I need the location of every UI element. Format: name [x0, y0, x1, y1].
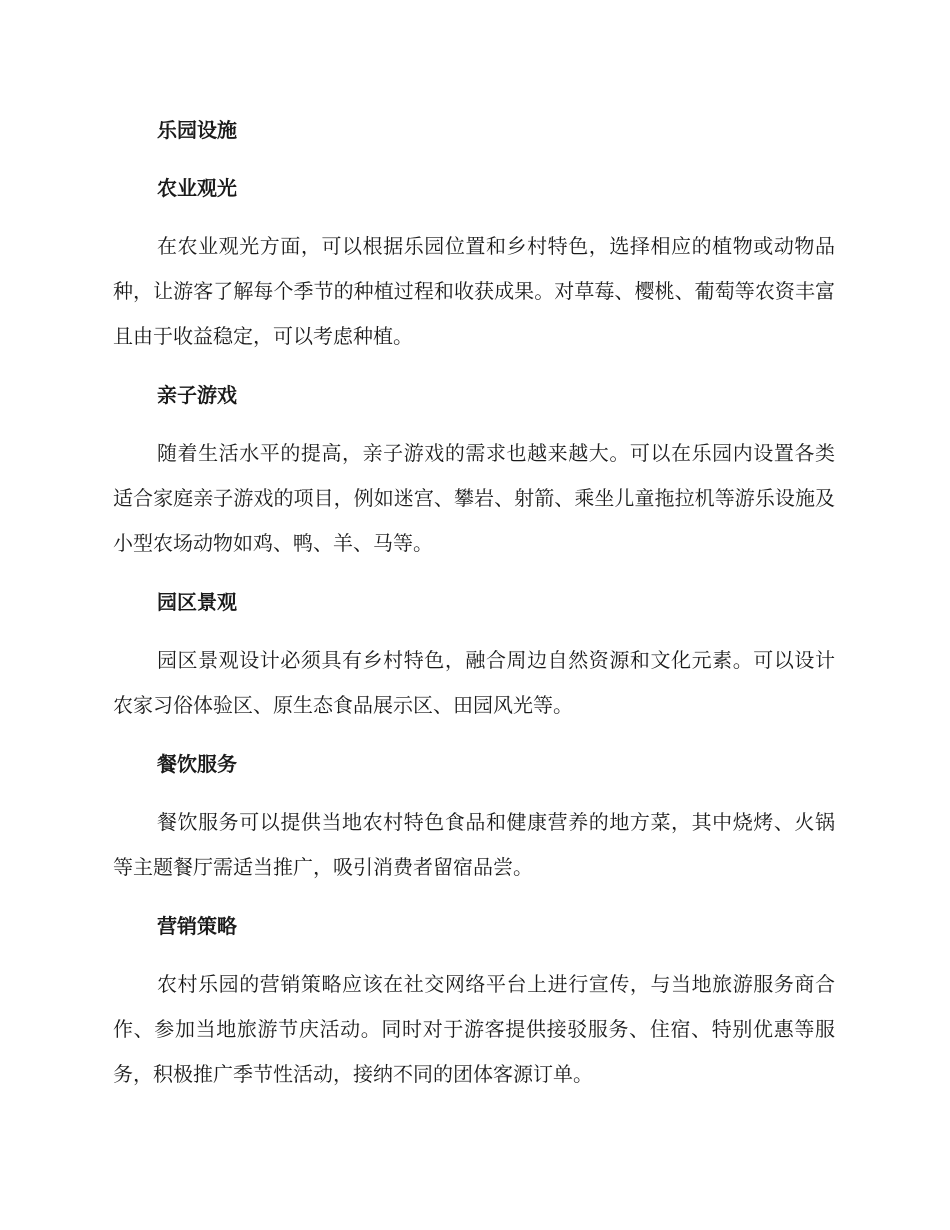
section-heading-family-games: 亲子游戏	[157, 383, 237, 407]
section-heading-landscape: 园区景观	[157, 590, 237, 614]
section-heading-marketing: 营销策略	[157, 914, 237, 938]
paragraph-family-games: 随着生活水平的提高，亲子游戏的需求也越来越大。可以在乐园内设置各类适合家庭亲子游戏的项目，例如迷宫、攀岩、射箭、乘坐儿童拖拉机等游乐设施及小型农场动物如鸡、鸭、羊、马等。	[113, 441, 835, 555]
paragraph-marketing: 农村乐园的营销策略应该在社交网络平台上进行宣传，与当地旅游服务商合作、参加当地旅游节庆活动。同时对于游客提供接驳服务、住宿、特别优惠等服务，积极推广季节性活动，接纳不同的团体客源订单。	[113, 972, 835, 1086]
section-heading-dining: 餐饮服务	[157, 752, 237, 776]
section-heading-agri-tourism: 农业观光	[157, 176, 237, 200]
paragraph-dining: 餐饮服务可以提供当地农村特色食品和健康营养的地方菜，其中烧烤、火锅等主题餐厅需适当推广，吸引消费者留宿品尝。	[113, 810, 835, 879]
paragraph-landscape: 园区景观设计必须具有乡村特色，融合周边自然资源和文化元素。可以设计农家习俗体验区、原生态食品展示区、田园风光等。	[113, 648, 835, 717]
document-page	[113, 108, 835, 1111]
section-heading-facilities: 乐园设施	[157, 118, 237, 142]
paragraph-agri-tourism: 在农业观光方面，可以根据乐园位置和乡村特色，选择相应的植物或动物品种，让游客了解每个季节的种植过程和收获成果。对草莓、樱桃、葡萄等农资丰富且由于收益稳定，可以考虑种植。	[113, 234, 835, 348]
